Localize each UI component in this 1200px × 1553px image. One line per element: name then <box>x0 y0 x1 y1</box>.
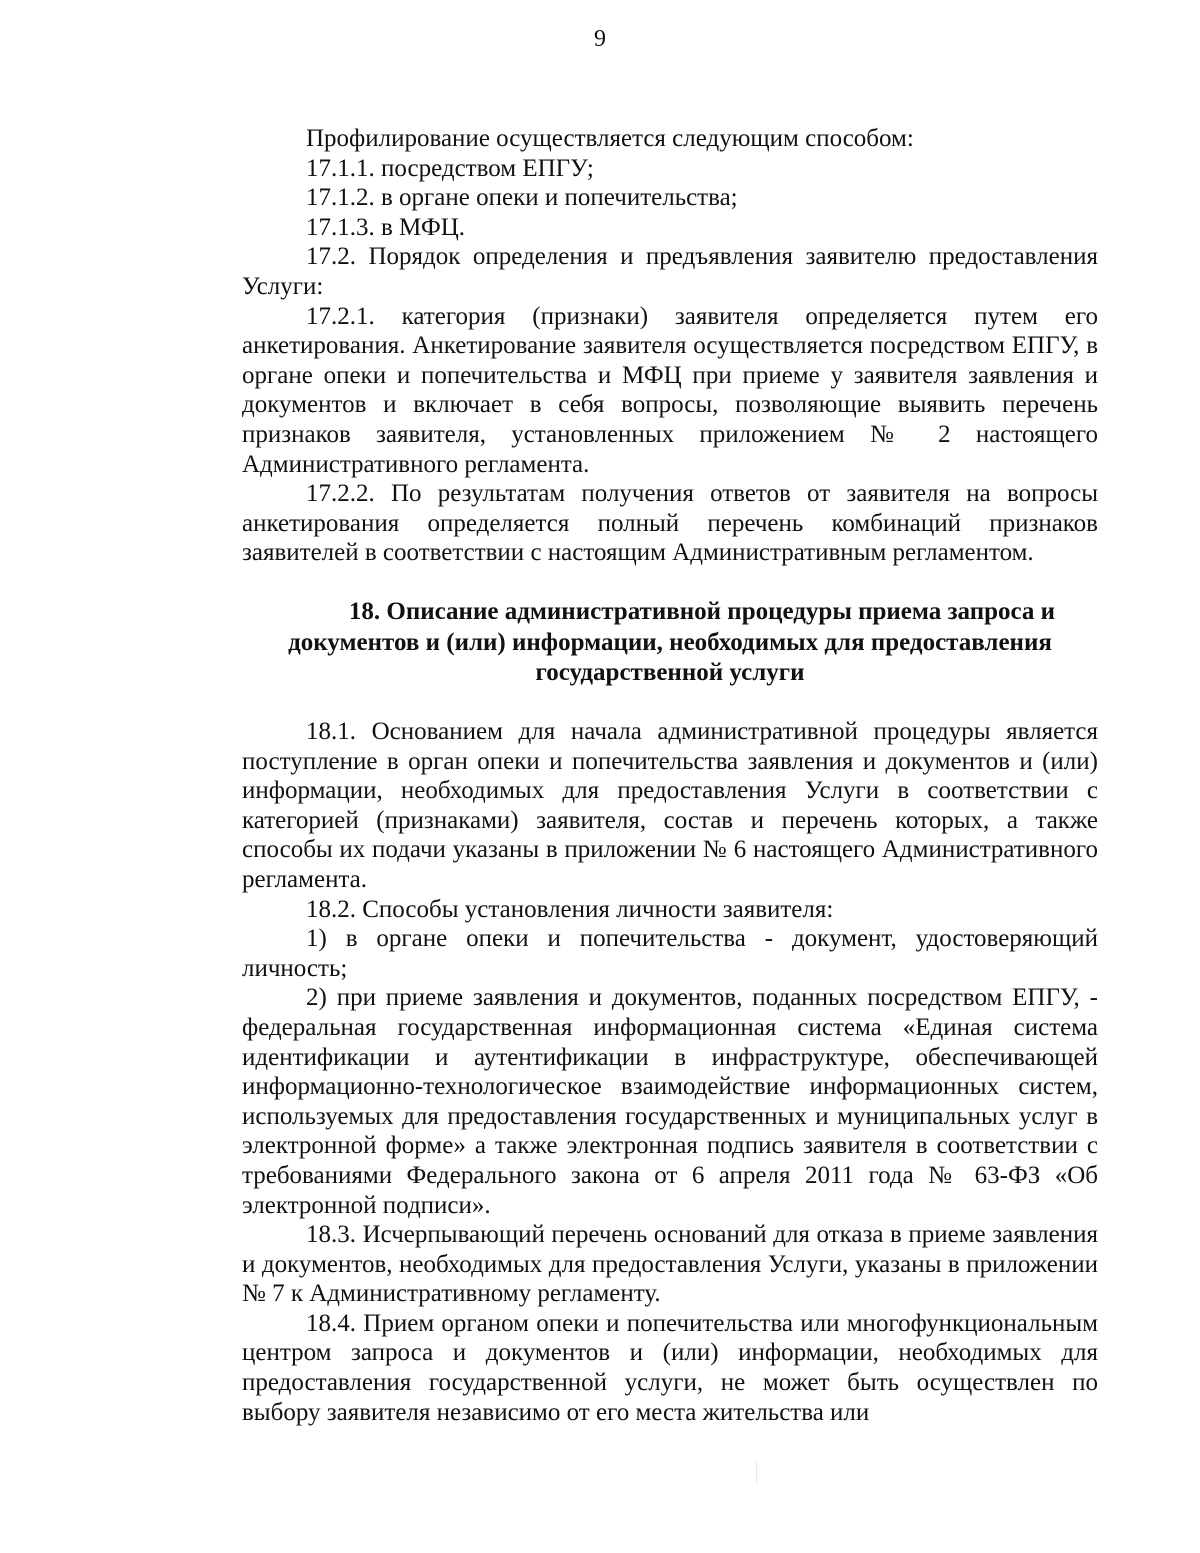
list-item: 2) при приеме заявления и документов, поданных посредством ЕПГУ, - федеральная государственная информационная система «Единая система идентификации и аутентификации в инфраструктуре, обеспечивающей информационно-технологическое взаимодействие информационных систем, используемых для предоставления государственных и муниципальных услуг в электронной форме» а также электронная подпись заявителя в соответствии с требованиями Федерального закона от 6 апреля 2011 года № 63-ФЗ «Об электронной подписи». <box>242 984 1098 1219</box>
section-heading <box>242 597 1098 689</box>
section-heading-line: государственной услуги <box>535 659 805 686</box>
paragraph: 17.2.2. По результатам получения ответов от заявителя на вопросы анкетирования определяется полный перечень комбинаций признаков заявителей в соответствии с настоящим Административным регламентом. <box>242 480 1098 567</box>
scan-artifact <box>756 1462 757 1484</box>
paragraph: 17.2.1. категория (признаки) заявителя определяется путем его анкетирования. Анкетирование заявителя осуществляется посредством ЕПГУ, в органе опеки и попечительства и МФЦ при приеме у заявителя заявления и документов и включает в себя вопросы, позволяющие выявить перечень признаков заявителя, установленных приложением № 2 настоящего Административного регламента. <box>242 302 1098 478</box>
paragraph: 18.4. Прием органом опеки и попечительства или многофункциональным центром запроса и документов и (или) информации, необходимых для предоставления государственной услуги, не может быть осуществлен по выбору заявителя независимо от его места жительства или <box>242 1309 1098 1426</box>
paragraph: Профилирование осуществляется следующим способом: <box>306 125 914 152</box>
list-item: 17.1.1. посредством ЕПГУ; <box>306 154 594 182</box>
list-item: 17.1.3. в МФЦ. <box>306 213 466 241</box>
page-number: 9 <box>594 26 606 52</box>
paragraph: 18.1. Основанием для начала административной процедуры является поступление в орган опеки и попечительства заявления и документов и (или) информации, необходимых для предоставления Услуги в соответствии с категорией (признаками) заявителя, состав и перечень которых, а также способы их подачи указаны в приложении № 6 настоящего Административного регламента. <box>242 718 1098 893</box>
paragraph: 17.2. Порядок определения и предъявления заявителю предоставления Услуги: <box>242 243 1098 300</box>
body-text-top <box>242 124 1098 568</box>
list-item: 17.1.2. в органе опеки и попечительства; <box>306 184 738 212</box>
section-heading-line: 18. Описание административной процедуры приема запроса и <box>348 598 1056 625</box>
body-text-bottom <box>242 717 1098 1427</box>
section-heading-line: документов и (или) информации, необходимых для предоставления <box>288 628 1052 656</box>
paragraph: 18.3. Исчерпывающий перечень оснований для отказа в приеме заявления и документов, необходимых для предоставления Услуги, указаны в приложении № 7 к Административному регламенту. <box>242 1221 1098 1308</box>
list-item: 1) в органе опеки и попечительства - документ, удостоверяющий личность; <box>242 925 1098 982</box>
paragraph: 18.2. Способы установления личности заявителя: <box>306 895 834 923</box>
